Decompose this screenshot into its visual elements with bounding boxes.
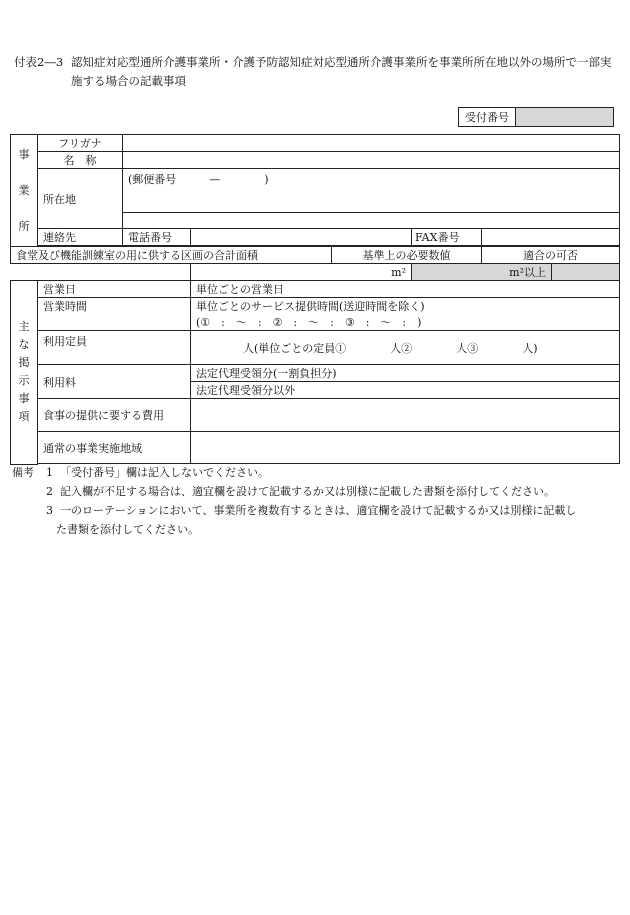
form-title: 認知症対応型通所介護事業所・介護予防認知症対応型通所介護事業所を事業所所在地以外の場所で一部実施する場合の記載事項 [71, 55, 612, 88]
required-value-label: 基準上の必要数値 [332, 247, 482, 264]
business-days-label: 営業日 [38, 281, 191, 298]
compliance-label: 適合の可否 [482, 247, 620, 264]
business-hours-label: 営業時間 [38, 298, 191, 331]
contact-label: 連絡先 [38, 229, 123, 246]
capacity-field[interactable]: 人(単位ごとの定員① 人② 人③ 人) [191, 331, 620, 365]
meal-cost-field[interactable] [191, 399, 620, 432]
form-number: 付表2―3 [14, 55, 64, 69]
furigana-label: フリガナ [38, 135, 123, 152]
receipt-number-field[interactable] [516, 108, 614, 127]
fax-label: FAX番号 [412, 229, 482, 246]
name-field[interactable] [123, 152, 620, 169]
address-field[interactable] [123, 213, 620, 229]
note-item: 3 一のローテーションにおいて、事業所を複数有するときは、適宜欄を設けて記載するか又は別様に記載し [46, 504, 577, 517]
area-label: 食堂及び機能訓練室の用に供する区画の合計面積 [11, 247, 332, 264]
fees-insured-field[interactable]: 法定代理受領分(一割負担分) [191, 365, 620, 382]
meal-cost-label: 食事の提供に要する費用 [38, 399, 191, 432]
location-label: 所在地 [38, 169, 123, 229]
required-value-field: m²以上 [412, 264, 552, 281]
office-side-label: 事 業 所 [11, 135, 38, 247]
postal-code-field[interactable]: (郵便番号 — ) [123, 169, 620, 213]
service-area-label: 通常の事業実施地域 [38, 432, 191, 464]
notes [12, 463, 620, 539]
notes-label: 備考 [12, 466, 34, 479]
area-field[interactable]: m² [191, 264, 412, 281]
service-area-field[interactable] [191, 432, 620, 464]
note-continuation: た書類を添付してください。 [56, 523, 199, 536]
business-days-field[interactable]: 単位ごとの営業日 [191, 281, 620, 298]
service-hours-caption: 単位ごとのサービス提供時間(送迎時間を除く) [191, 298, 620, 315]
capacity-label: 利用定員 [38, 331, 191, 365]
phone-label: 電話番号 [123, 229, 191, 246]
compliance-field [552, 264, 620, 281]
furigana-field[interactable] [123, 135, 620, 152]
name-label: 名 称 [38, 152, 123, 169]
phone-field[interactable] [191, 229, 412, 246]
note-item: 備考 1 「受付番号」欄は記入しないでください。 [12, 463, 620, 482]
fax-field[interactable] [482, 229, 620, 246]
fees-label: 利用料 [38, 365, 191, 399]
main-items-side-label: 主 な 掲 示 事 項 [11, 281, 38, 465]
note-item: 2 記入欄が不足する場合は、適宜欄を設けて記載するか又は別様に記載した書類を添付してください。 [46, 485, 555, 498]
receipt-box [458, 107, 614, 127]
form-table [10, 134, 620, 465]
receipt-label: 受付番号 [459, 108, 516, 127]
service-hours-field[interactable]: (① : ～ : ② : ～ : ③ : ～ : ) [191, 314, 620, 331]
fees-other-field[interactable]: 法定代理受領分以外 [191, 382, 620, 399]
